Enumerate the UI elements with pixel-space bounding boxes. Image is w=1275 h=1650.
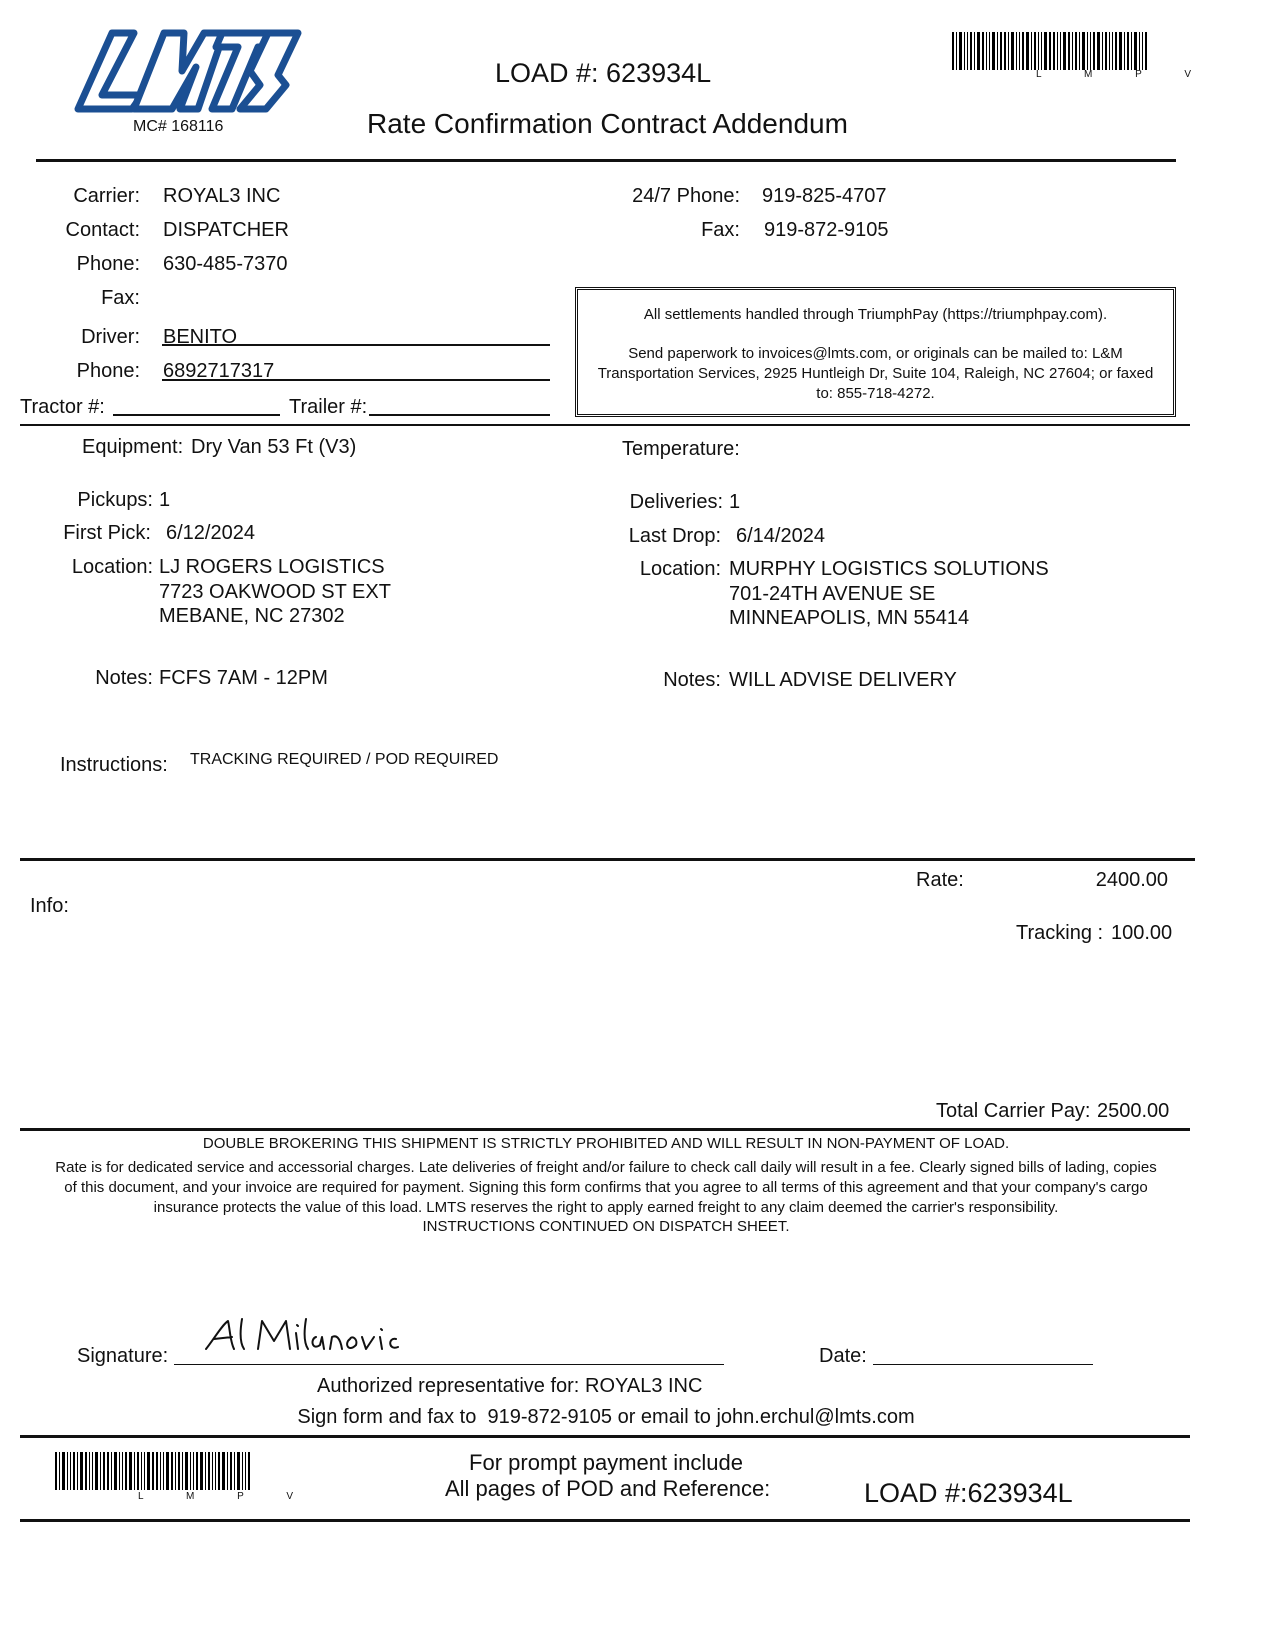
barcode-bar [1127,32,1129,70]
barcode-bar [1082,32,1085,70]
barcode-bar [1115,32,1117,70]
broker-phone-value: 919-825-4707 [762,185,887,207]
barcode-bar [1004,32,1006,70]
carrier-fax-label: Fax: [101,287,140,309]
carrier-phone-label: Phone: [76,253,140,275]
authorized-label: Authorized representative for: [317,1375,580,1397]
barcode-bar [1102,32,1103,70]
signature-line[interactable] [174,1364,724,1365]
barcode-bar [1142,32,1143,70]
barcode-bar [989,32,990,70]
total-carrier-pay-label: Total Carrier Pay: [936,1100,1091,1122]
barcode-bar [1068,32,1070,70]
barcode-bar [970,32,972,70]
barcode-bar [1041,32,1042,70]
delivery-location-label: Location: [639,558,721,580]
barcode-bar [959,32,962,70]
barcode-top-caption: L M P V [1036,69,1212,80]
barcode-bar [1139,32,1140,70]
barcode-bar [964,32,965,70]
barcode-bar [1016,32,1017,70]
barcode-bar [1026,32,1029,70]
rate-label: Rate: [916,869,964,891]
deliveries-value: 1 [729,491,741,513]
barcode-bar [1044,32,1047,70]
barcode-bar [1011,32,1014,70]
last-drop-label: Last Drop: [628,525,721,547]
barcode-bar [997,32,998,70]
sign-instructions: Sign form and fax to 919-872-9105 or email to john.erchul@lmts.com [297,1406,915,1428]
broker-fax-value: 919-872-9105 [764,219,889,241]
deliveries-label: Deliveries: [629,491,723,513]
barcode-bar [1019,32,1020,70]
delivery-notes-value: WILL ADVISE DELIVERY [729,669,957,691]
info-label: Info: [30,895,69,917]
barcode-bar [1105,32,1107,70]
barcode-bar [1053,32,1055,70]
pay-divider [20,1128,1190,1131]
barcode-bar [1093,32,1095,70]
carrier-phone-value: 630-485-7370 [163,253,288,275]
settlement-line-3: Transportation Services, 2925 Huntleigh Dr, Suite 104, Raleigh, NC 27604; or faxed [597,365,1154,382]
barcode-bar [986,32,987,70]
driver-label: Driver: [81,326,140,348]
barcode-bar [1097,32,1100,70]
barcode-bar [1112,32,1113,70]
mc-number: MC# 168116 [133,118,224,135]
broker-fax-label: Fax: [701,219,740,241]
barcode-top [952,32,1152,70]
barcode-bar [1119,32,1122,70]
trailer-label: Trailer #: [289,396,368,418]
instructions-label: Instructions: [60,754,168,776]
logo-text: LMTS [72,25,75,26]
barcode-bar [1090,32,1091,70]
delivery-location-line-2: 701-24TH AVENUE SE [729,583,936,605]
lmts-logo [72,25,304,115]
driver-value: BENITO [163,326,238,348]
driver-phone-underline [162,379,550,381]
barcode-bar [1079,32,1080,70]
pickup-notes-label: Notes: [95,667,153,689]
last-drop-value: 6/14/2024 [736,525,825,547]
header-divider [36,159,1176,162]
barcode-bar [952,32,954,70]
barcode-bar [1131,32,1132,70]
temperature-label: Temperature: [622,438,740,460]
pickup-location-line-3: MEBANE, NC 27302 [159,605,345,627]
carrier-label: Carrier: [73,185,140,207]
driver-underline [162,344,550,346]
page-title: Rate Confirmation Contract Addendum [367,108,848,139]
pickup-location-line-1: LJ ROGERS LOGISTICS [159,556,385,578]
pickup-location-label: Location: [71,556,153,578]
pickups-value: 1 [159,489,171,511]
prompt-payment-line-1: For prompt payment include [469,1450,743,1475]
tractor-label: Tractor #: [20,396,105,418]
instructions-value: TRACKING REQUIRED / POD REQUIRED [190,751,499,768]
delivery-location-line-3: MINNEAPOLIS, MN 55414 [729,607,970,629]
contact-value: DISPATCHER [163,219,289,241]
load-number: LOAD #: 623934L [495,58,712,88]
instructions-divider [20,858,1195,861]
barcode-bar [1075,32,1077,70]
carrier-value: ROYAL3 INC [163,185,281,207]
barcode-bar [1087,32,1088,70]
date-line[interactable] [873,1364,1093,1365]
broker-phone-label: 24/7 Phone: [632,185,740,207]
rate-value: 2400.00 [1095,869,1168,891]
barcode-bar [1060,32,1061,70]
settlement-box [575,287,1176,417]
terms-line-3: insurance protects the value of this load. LMTS reserves the right to apply earned freight to any claim deemed the carrier's responsibility. [153,1199,1059,1216]
barcode-bar [1057,32,1058,70]
total-carrier-pay-value: 2500.00 [1097,1100,1170,1122]
signed-name: Al Milanovic [200,1315,206,1316]
double-brokering-warning: DOUBLE BROKERING THIS SHIPMENT IS STRICTLY PROHIBITED AND WILL RESULT IN NON-PAYMENT OF LOAD. [202,1135,1010,1152]
settlement-line-4: to: 855-718-4272. [816,385,935,402]
tracking-value: 100.00 [1111,922,1173,944]
terms-line-4: INSTRUCTIONS CONTINUED ON DISPATCH SHEET. [422,1218,790,1235]
tractor-field [113,414,280,416]
delivery-location-line-1: MURPHY LOGISTICS SOLUTIONS [729,558,1049,580]
barcode-bar [1072,32,1073,70]
pickups-label: Pickups: [77,489,153,511]
barcode-bar [1031,32,1032,70]
terms-line-2: of this document, and your invoice are required for payment. Signing this form confirms that you agree to all terms of this agreement and that your company's cargo [64,1179,1148,1196]
delivery-notes-label: Notes: [663,669,721,691]
barcode-bar [1134,32,1137,70]
handwritten-signature [200,1315,410,1360]
barcode-bar [967,32,968,70]
barcode-bar [956,32,957,70]
barcode-bar [1145,32,1147,70]
footer-load-reference: LOAD #:623934L [864,1478,1073,1508]
barcode-bar [982,32,984,70]
barcode-bar [1124,32,1125,70]
barcode-bar [1008,32,1009,70]
pickup-notes-value: FCFS 7AM - 12PM [159,667,328,689]
barcode-bar [1063,32,1066,70]
signature-divider [20,1435,1190,1438]
authorized-value: ROYAL3 INC [585,1375,703,1397]
first-pick-value: 6/12/2024 [166,522,255,544]
barcode-bar [977,32,980,70]
barcode-bar [992,32,995,70]
settlement-line-1: All settlements handled through TriumphPay (https://triumphpay.com). [643,306,1108,323]
barcode-bottom-caption: L M P V [138,1491,314,1502]
driver-phone-value: 6892717317 [163,360,275,382]
trailer-field [369,414,550,416]
equipment-label: Equipment: [82,436,184,458]
barcode-bar [1022,32,1024,70]
first-pick-label: First Pick: [63,522,151,544]
equipment-value: Dry Van 53 Ft (V3) [191,436,357,458]
contact-label: Contact: [65,219,140,241]
terms-line-1: Rate is for dedicated service and accessorial charges. Late deliveries of freight and/or failure to check call daily will result in a fee. Clearly signed bills of lading, copies [55,1159,1157,1176]
barcode-bar [1109,32,1110,70]
prompt-payment-line-2: All pages of POD and Reference: [445,1476,771,1501]
driver-phone-label: Phone: [76,360,140,382]
pickup-location-line-2: 7723 OAKWOOD ST EXT [159,581,391,603]
barcode-bar [1000,32,1002,70]
date-label: Date: [819,1345,867,1367]
barcode-bar [1038,32,1039,70]
settlement-line-2: Send paperwork to invoices@lmts.com, or originals can be mailed to: L&M [628,345,1123,362]
signature-label: Signature: [77,1345,169,1367]
barcode-bar [974,32,975,70]
footer-divider [20,1519,1190,1522]
barcode-bar [1034,32,1036,70]
tracking-label: Tracking : [1016,922,1104,944]
carrier-divider [20,424,1190,426]
barcode-bar [1049,32,1051,70]
